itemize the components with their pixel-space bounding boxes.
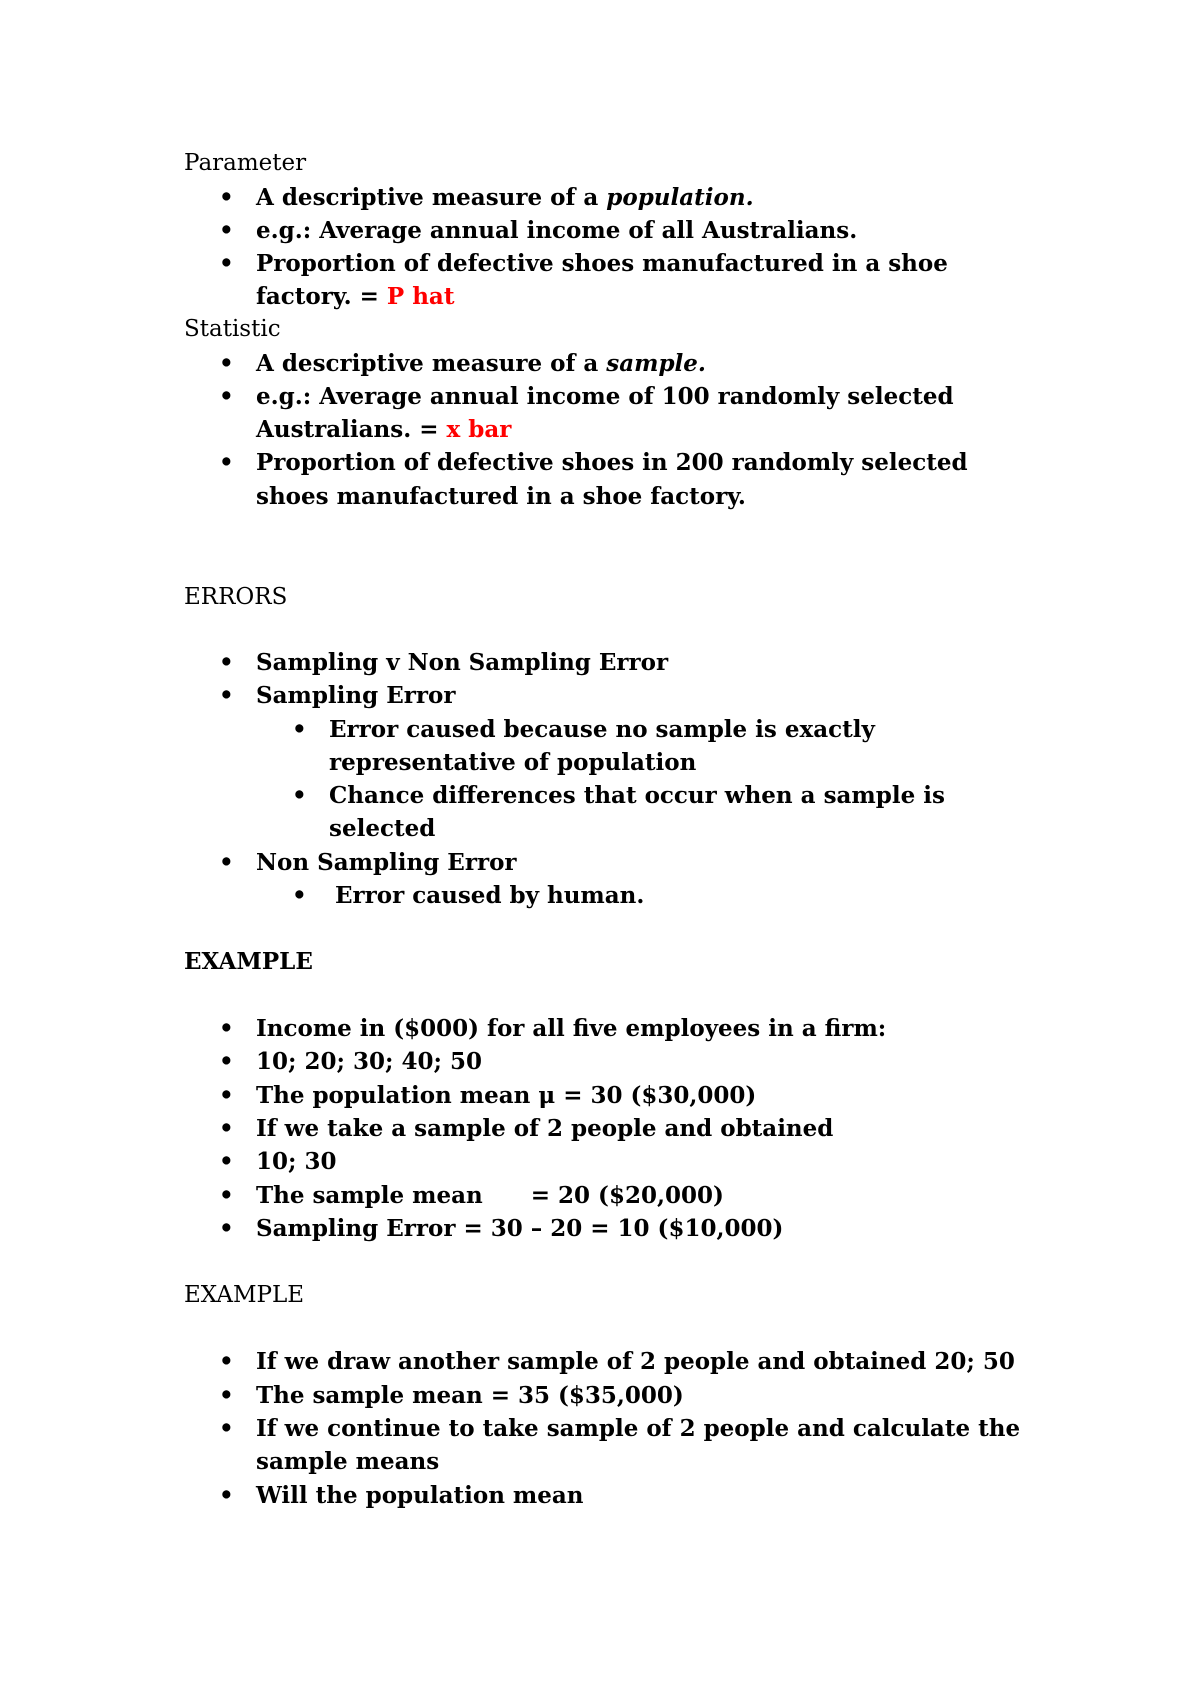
example2-question: Will the population mean (256, 1482, 584, 1509)
bullet-icon: • (219, 1482, 234, 1509)
statistic-symbol: x bar (446, 416, 512, 443)
errors-item-non-sampling: Non Sampling Error (256, 849, 517, 876)
bullet-icon: • (219, 1182, 234, 1209)
example1-sampling-error: Sampling Error = 30 – 20 = 10 ($10,000) (256, 1215, 784, 1242)
statistic-example-line2 (256, 413, 511, 446)
parameter-proportion-line2 (256, 280, 454, 313)
example2-continue-line1: If we continue to take sample of 2 people and calculate the (256, 1415, 1021, 1442)
bullet-icon: • (219, 849, 234, 876)
bullet-icon: • (219, 1215, 234, 1242)
bullet-icon: • (219, 383, 234, 410)
non-sampling-error-cause: Error caused by human. (335, 882, 645, 909)
bullet-icon: • (219, 350, 234, 377)
bullet-icon: • (219, 1048, 234, 1075)
sampling-error-cause-line1: Error caused because no sample is exactly (329, 716, 875, 743)
errors-heading: ERRORS (184, 584, 288, 610)
bullet-icon: • (219, 649, 234, 676)
bullet-icon: • (219, 250, 234, 277)
bullet-icon: • (219, 1382, 234, 1409)
example2-continue-line2: sample means (256, 1448, 440, 1475)
statistic-example-text: Australians. = (256, 416, 447, 443)
example1-population-mean: The population mean μ = 30 ($30,000) (256, 1082, 757, 1109)
sampling-error-chance-line2: selected (329, 815, 436, 842)
bullet-icon: • (219, 1148, 234, 1175)
bullet-icon: • (219, 449, 234, 476)
parameter-proportion-line1: Proportion of defective shoes manufactured in a shoe (256, 250, 948, 277)
bullet-icon: • (219, 1348, 234, 1375)
bullet-icon: • (219, 184, 234, 211)
example1-sample-mean: The sample mean = 20 ($20,000) (256, 1182, 724, 1209)
statistic-heading: Statistic (184, 316, 281, 342)
errors-item-sampling: Sampling Error (256, 682, 456, 709)
parameter-heading: Parameter (184, 150, 307, 176)
parameter-symbol: P hat (386, 283, 455, 310)
bullet-icon: • (219, 1415, 234, 1442)
example1-values: 10; 20; 30; 40; 50 (256, 1048, 483, 1075)
example2-sample-mean: The sample mean = 35 ($35,000) (256, 1382, 684, 1409)
bullet-icon: • (292, 782, 307, 809)
example2-another-sample: If we draw another sample of 2 people and obtained 20; 50 (256, 1348, 1015, 1375)
statistic-proportion-line2: shoes manufactured in a shoe factory. (256, 483, 746, 510)
example2-heading: EXAMPLE (184, 1282, 305, 1308)
statistic-definition-emphasis: sample. (606, 350, 706, 377)
parameter-proportion-text: factory. = (256, 283, 387, 310)
statistic-example-line1: e.g.: Average annual income of 100 randomly selected (256, 383, 954, 410)
bullet-icon: • (292, 716, 307, 743)
bullet-icon: • (292, 882, 307, 909)
bullet-icon: • (219, 217, 234, 244)
parameter-example: e.g.: Average annual income of all Australians. (256, 217, 858, 244)
example1-heading: EXAMPLE (184, 948, 313, 975)
sampling-error-chance-line1: Chance differences that occur when a sample is (329, 782, 945, 809)
bullet-icon: • (219, 1082, 234, 1109)
parameter-definition-emphasis: population. (606, 184, 754, 211)
bullet-icon: • (219, 682, 234, 709)
sampling-error-cause-line2: representative of population (329, 749, 697, 776)
statistic-definition-text: A descriptive measure of a (256, 350, 607, 377)
bullet-icon: • (219, 1115, 234, 1142)
statistic-definition (256, 347, 706, 380)
example1-income: Income in ($000) for all five employees in a firm: (256, 1015, 887, 1042)
errors-item-comparison: Sampling v Non Sampling Error (256, 649, 669, 676)
parameter-definition (256, 181, 754, 214)
example1-sample-values: 10; 30 (256, 1148, 337, 1175)
statistic-proportion-line1: Proportion of defective shoes in 200 randomly selected (256, 449, 968, 476)
example1-sample-statement: If we take a sample of 2 people and obtained (256, 1115, 834, 1142)
parameter-definition-text: A descriptive measure of a (256, 184, 607, 211)
bullet-icon: • (219, 1015, 234, 1042)
